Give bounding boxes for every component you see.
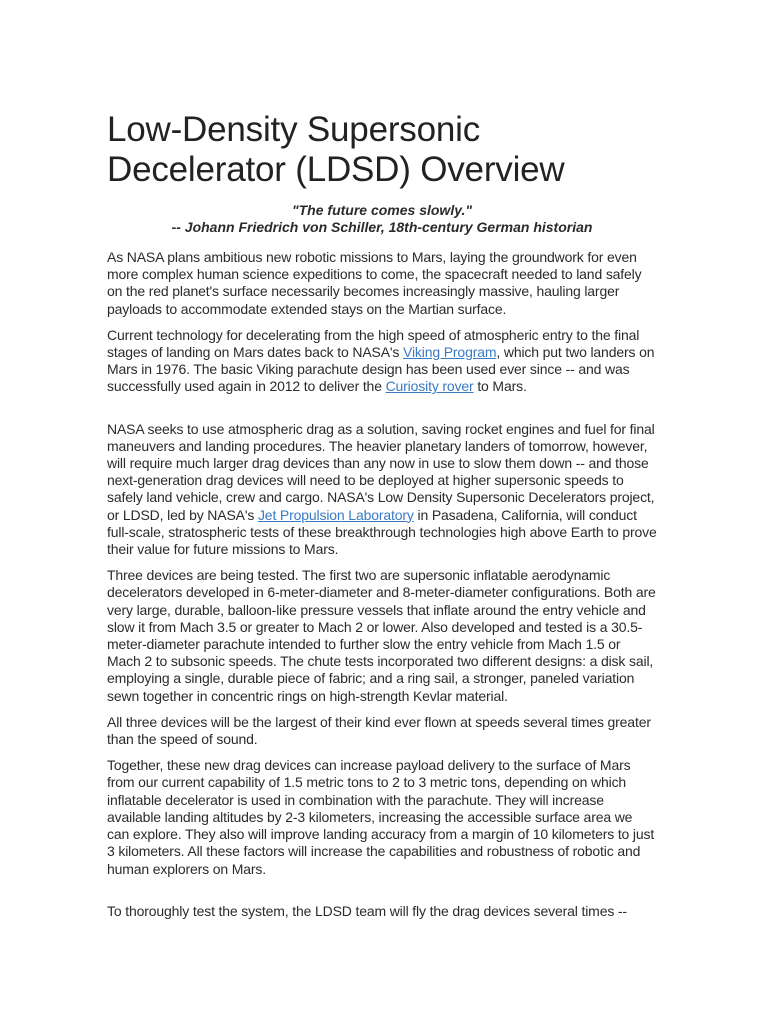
jpl-link[interactable]: Jet Propulsion Laboratory <box>257 506 414 523</box>
document-title: Low-Density Supersonic Decelerator (LDSD) Overview <box>107 110 565 189</box>
paragraph-current-technology <box>107 327 657 396</box>
quote-attribution: -- Johann Friedrich von Schiller, 18th-century German historian <box>171 219 593 235</box>
viking-program-link[interactable]: Viking Program <box>403 344 497 361</box>
paragraph-text: to Mars. <box>473 378 527 395</box>
paragraph-payload-delivery: Together, these new drag devices can increase payload delivery to the surface of Mars from our current capability of 1.5 metric tons to 2 to 3 metric tons, depending on which inflatable decelerator is used in combination with the parachute. They will increase available landing altitudes by 2-3 kilometers, increasing the accessible surface area we can explore. They also will improve landing accuracy from a margin of 10 kilometers to just 3 kilometers. All these factors will increase the capabilities and robustness of robotic and human explorers on Mars. <box>107 757 655 877</box>
curiosity-rover-link[interactable]: Curiosity rover <box>385 378 474 395</box>
document-page <box>107 110 657 929</box>
paragraph-atmospheric-drag <box>107 421 657 559</box>
paragraph-three-devices: Three devices are being tested. The first two are supersonic inflatable aerodynamic decelerators developed in 6-meter-diameter and 8-meter-diameter configurations. Both are very large, durable, balloon-like pressure vessels that inflate around the entry vehicle and slow it from Mach 3.5 or greater to Mach 2 or lower. Also developed and tested is a 30.5-meter-diameter parachute intended to further slow the entry vehicle from Mach 1.5 or Mach 2 to subsonic speeds. The chute tests incorporated two different designs: a disk sail, employing a single, durable piece of fabric; and a ring sail, a stronger, paneled variation sewn together in concentric rings on high-strength Kevlar material. <box>107 567 656 704</box>
paragraph-text: , which put two landers on Mars in 1976. The basic Viking parachute design has been used ever since -- and was successfully used again in 2012 to deliver the <box>107 344 655 395</box>
quote-text: "The future comes slowly." <box>291 202 473 218</box>
paragraph-text: in Pasadena, California, will conduct full-scale, stratospheric tests of these breakthrough technologies high above Earth to prove their value for future missions to Mars. <box>107 506 657 558</box>
paragraph-intro: As NASA plans ambitious new robotic missions to Mars, laying the groundwork for even more complex human science expeditions to come, the spacecraft needed to land safely on the red planet's surface necessarily becomes increasingly massive, hauling larger payloads to accommodate extended stays on the Martian surface. <box>107 249 642 317</box>
paragraph-test-system: To thoroughly test the system, the LDSD team will fly the drag devices several times -- <box>107 902 627 919</box>
epigraph-quote <box>107 202 657 236</box>
paragraph-text: Current technology for decelerating from the high speed of atmospheric entry to the final stages of landing on Mars dates back to NASA's <box>107 326 640 361</box>
paragraph-text: NASA seeks to use atmospheric drag as a solution, saving rocket engines and fuel for final maneuvers and landing procedures. The heavier planetary landers of tomorrow, however, will require much larger drag devices than any now in use to slow them down -- and those next-generation drag devices will need to be deployed at higher supersonic speeds to safely land vehicle, crew and cargo. NASA's Low Density Supersonic Decelerators project, or LDSD, led by NASA's <box>107 420 655 523</box>
paragraph-largest-devices: All three devices will be the largest of their kind ever flown at speeds several times greater than the speed of sound. <box>107 713 651 748</box>
